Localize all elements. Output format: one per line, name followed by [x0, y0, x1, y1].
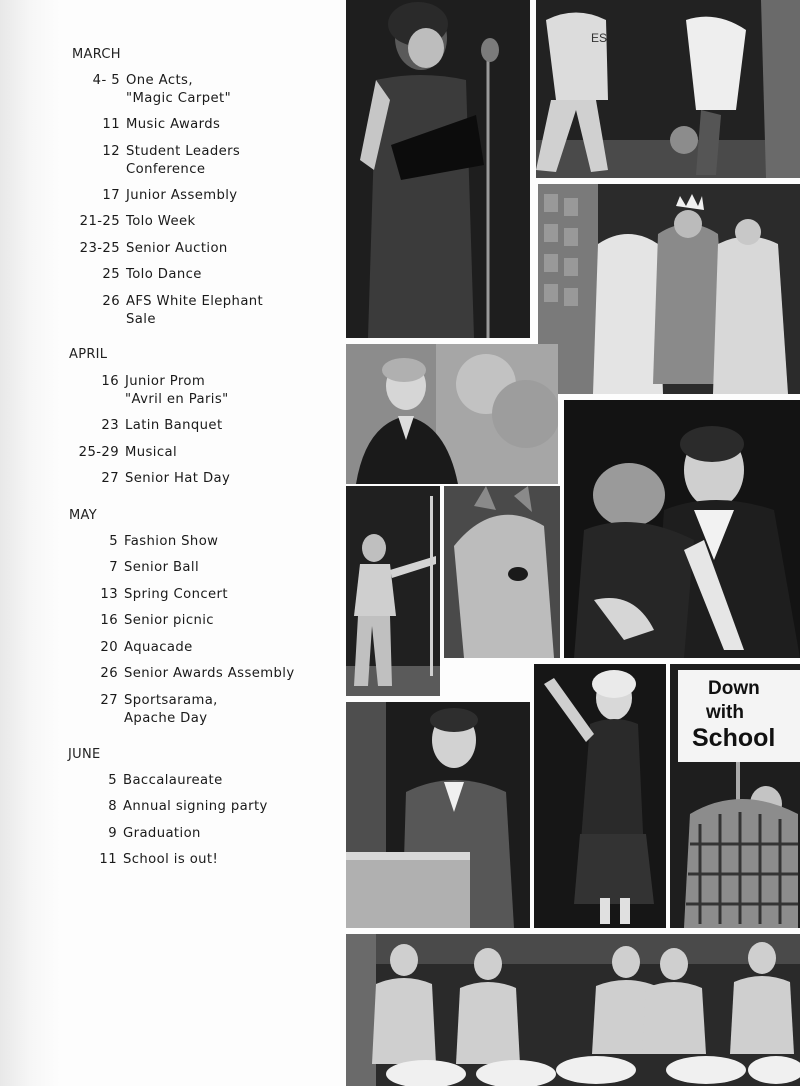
event-date: 11: [102, 117, 120, 132]
event-name: Annual signing party: [123, 799, 268, 814]
photo-down-with-school-sign: [670, 664, 800, 928]
event-date: 9: [108, 826, 117, 841]
event-name: Student Leaders Conference: [126, 144, 241, 177]
month-heading-june: JUNE: [68, 747, 101, 762]
photo-girl-hands-raised: [534, 664, 666, 928]
event-name: Latin Banquet: [125, 418, 223, 433]
event-date: 16: [100, 613, 118, 628]
event-name: Senior Awards Assembly: [124, 666, 295, 681]
event-date: 17: [102, 188, 120, 203]
event-name: Fashion Show: [124, 534, 219, 549]
month-heading-april: APRIL: [69, 347, 108, 362]
event-name: Baccalaureate: [123, 773, 223, 788]
photo-costumed-performer: [346, 486, 440, 696]
photo-cheerleaders: [346, 934, 800, 1086]
event-date: 27: [101, 471, 119, 486]
photo-horse-closeup: [444, 486, 560, 658]
event-name: Tolo Dance: [126, 267, 202, 282]
event-name: AFS White Elephant Sale: [126, 294, 264, 327]
event-date: 5: [109, 534, 118, 549]
event-date: 11: [99, 852, 117, 867]
event-name: Senior Auction: [126, 241, 228, 256]
event-date: 25: [102, 267, 120, 282]
photo-stage-play: [538, 184, 800, 394]
event-date: 7: [109, 560, 118, 575]
photo-basketball-game: [536, 0, 800, 178]
event-name: One Acts, "Magic Carpet": [126, 73, 232, 106]
event-name: Musical: [125, 445, 178, 460]
event-name: Senior picnic: [124, 613, 214, 628]
event-date: 12: [102, 144, 120, 159]
event-date: 23-25: [79, 241, 120, 256]
event-name: Music Awards: [126, 117, 221, 132]
event-name: Graduation: [123, 826, 201, 841]
event-date: 4- 5: [92, 73, 120, 88]
event-name: School is out!: [123, 852, 219, 867]
event-name: Sportsarama, Apache Day: [124, 693, 218, 726]
photo-boy-at-podium: [346, 702, 530, 928]
event-date: 26: [102, 294, 120, 309]
event-date: 21-25: [79, 214, 120, 229]
event-name: Tolo Week: [126, 214, 196, 229]
event-date: 26: [100, 666, 118, 681]
sign-text-down: Down: [708, 678, 760, 699]
month-heading-march: MARCH: [72, 47, 121, 62]
event-name: Senior Ball: [124, 560, 200, 575]
sign-text-with: with: [706, 702, 744, 723]
event-date: 20: [100, 640, 118, 655]
event-name: Spring Concert: [124, 587, 228, 602]
event-date: 8: [108, 799, 117, 814]
event-name: Aquacade: [124, 640, 193, 655]
event-date: 23: [101, 418, 119, 433]
events-calendar: [0, 0, 340, 1086]
event-date: 13: [100, 587, 118, 602]
event-date: 27: [100, 693, 118, 708]
event-date: 25-29: [78, 445, 119, 460]
event-date: 5: [108, 773, 117, 788]
photo-couple-hugging: [564, 400, 800, 658]
event-name: Senior Hat Day: [125, 471, 231, 486]
photo-boy-with-horse: [346, 344, 558, 484]
photo-girl-at-microphone: [346, 0, 530, 338]
event-name: Junior Assembly: [126, 188, 238, 203]
month-heading-may: MAY: [69, 508, 97, 523]
event-date: 16: [101, 374, 119, 389]
sign-text-school: School: [692, 724, 776, 752]
event-name: Junior Prom "Avril en Paris": [125, 374, 229, 407]
jersey-lettering: ES: [591, 31, 608, 45]
